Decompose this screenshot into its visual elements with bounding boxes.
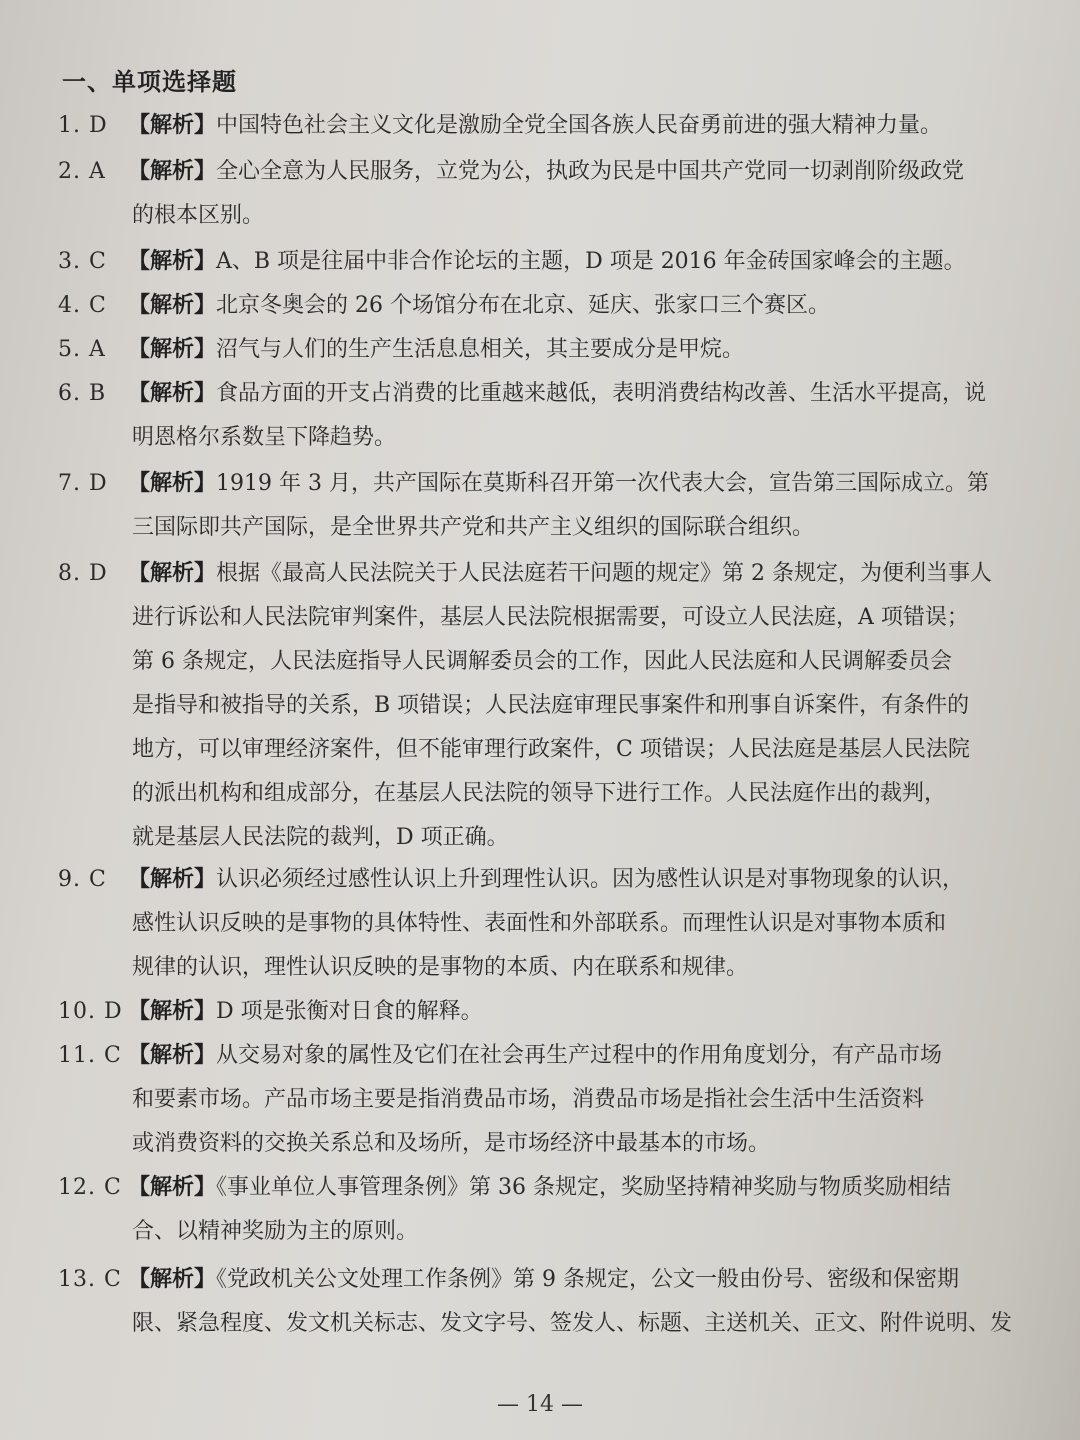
answer-text: 是指导和被指导的关系，B 项错误；人民法庭审理民事案件和刑事自诉案件，有条件的 xyxy=(132,693,970,718)
answer-first-line xyxy=(58,462,1048,506)
answer-number: 2. A xyxy=(58,159,106,184)
analysis-tag: 【解析】 xyxy=(128,249,217,274)
answer-item xyxy=(58,990,1048,1034)
answer-first-line xyxy=(58,104,1048,148)
answer-text: 《事业单位人事管理条例》第 36 条规定，奖励坚持精神奖励与物质奖励相结 xyxy=(216,1175,951,1200)
answer-continuation-line xyxy=(58,772,1048,816)
answer-first-line xyxy=(58,552,1048,596)
answer-number: 1. D xyxy=(58,113,108,138)
analysis-tag: 【解析】 xyxy=(128,561,217,586)
analysis-tag: 【解析】 xyxy=(128,1043,217,1068)
answer-number: 9. C xyxy=(58,867,107,892)
answer-item xyxy=(58,104,1048,148)
answer-first-line xyxy=(58,150,1048,194)
answer-first-line xyxy=(58,990,1048,1034)
answer-text: 地方，可以审理经济案件，但不能审理行政案件，C 项错误；人民法庭是基层人民法院 xyxy=(132,737,970,762)
answer-text: 根据《最高人民法院关于人民法庭若干问题的规定》第 2 条规定，为便利当事人 xyxy=(216,561,993,586)
answer-text: 限、紧急程度、发文机关标志、发文字号、签发人、标题、主送机关、正文、附件说明、发 xyxy=(132,1311,1013,1336)
answer-item xyxy=(58,462,1048,550)
answer-continuation-line xyxy=(58,1302,1048,1346)
answer-number: 10. D xyxy=(58,999,123,1024)
answer-text: 1919 年 3 月，共产国际在莫斯科召开第一次代表大会，宣告第三国际成立。第 xyxy=(216,471,989,496)
answer-continuation-line xyxy=(58,946,1048,990)
answer-text: A、B 项是往届中非合作论坛的主题，D 项是 2016 年金砖国家峰会的主题。 xyxy=(216,249,966,274)
answer-text: 或消费资料的交换关系总和及场所，是市场经济中最基本的市场。 xyxy=(132,1131,771,1156)
page-number: — 14 — xyxy=(497,1392,583,1417)
analysis-tag: 【解析】 xyxy=(128,293,217,318)
answer-first-line xyxy=(58,1034,1048,1078)
answer-text: 中国特色社会主义文化是激励全党全国各族人民奋勇前进的强大精神力量。 xyxy=(216,113,943,138)
answer-text: 从交易对象的属性及它们在社会再生产过程中的作用角度划分，有产品市场 xyxy=(216,1043,943,1068)
answer-continuation-line xyxy=(58,596,1048,640)
answer-text: 明恩格尔系数呈下降趋势。 xyxy=(132,425,397,450)
answer-item xyxy=(58,552,1048,860)
answer-continuation-line xyxy=(58,1078,1048,1122)
answer-number: 4. C xyxy=(58,293,107,318)
analysis-tag: 【解析】 xyxy=(128,471,217,496)
analysis-tag: 【解析】 xyxy=(128,381,217,406)
answer-first-line xyxy=(58,284,1048,328)
answer-first-line xyxy=(58,240,1048,284)
answer-text: 食品方面的开支占消费的比重越来越低，表明消费结构改善、生活水平提高，说 xyxy=(216,381,987,406)
answer-text: 感性认识反映的是事物的具体特性、表面性和外部联系。而理性认识是对事物本质和 xyxy=(132,911,947,936)
answer-continuation-line xyxy=(58,816,1048,860)
answer-continuation-line xyxy=(58,506,1048,550)
answer-continuation-line xyxy=(58,1122,1048,1166)
answer-text: 合、以精神奖励为主的原则。 xyxy=(132,1219,419,1244)
answer-text: 就是基层人民法院的裁判，D 项正确。 xyxy=(132,825,509,850)
answer-continuation-line xyxy=(58,1210,1048,1254)
analysis-tag: 【解析】 xyxy=(128,867,217,892)
answer-number: 8. D xyxy=(58,561,108,586)
answer-text: 第 6 条规定，人民法庭指导人民调解委员会的工作，因此人民法庭和人民调解委员会 xyxy=(132,649,952,674)
analysis-tag: 【解析】 xyxy=(128,113,217,138)
answer-text: 《党政机关公文处理工作条例》第 9 条规定，公文一般由份号、密级和保密期 xyxy=(216,1267,960,1292)
answer-item xyxy=(58,1258,1048,1346)
answer-item xyxy=(58,1034,1048,1166)
answer-first-line xyxy=(58,858,1048,902)
answer-continuation-line xyxy=(58,416,1048,460)
answer-item xyxy=(58,150,1048,238)
answer-item xyxy=(58,328,1048,372)
answer-item xyxy=(58,858,1048,990)
section-title: 一、单项选择题 xyxy=(62,68,237,96)
answer-number: 7. D xyxy=(58,471,108,496)
analysis-tag: 【解析】 xyxy=(128,1267,217,1292)
answer-text: 的派出机构和组成部分，在基层人民法院的领导下进行工作。人民法庭作出的裁判， xyxy=(132,781,947,806)
answer-number: 12. C xyxy=(58,1175,122,1200)
analysis-tag: 【解析】 xyxy=(128,999,217,1024)
answer-first-line xyxy=(58,328,1048,372)
answer-continuation-line xyxy=(58,640,1048,684)
analysis-tag: 【解析】 xyxy=(128,337,217,362)
answer-item xyxy=(58,284,1048,328)
answer-item xyxy=(58,372,1048,460)
answer-number: 6. B xyxy=(58,381,107,406)
answer-text: 进行诉讼和人民法院审判案件，基层人民法院根据需要，可设立人民法庭，A 项错误； xyxy=(132,605,969,630)
answer-text: 全心全意为人民服务，立党为公，执政为民是中国共产党同一切剥削阶级政党 xyxy=(216,159,965,184)
answer-first-line xyxy=(58,372,1048,416)
answer-first-line xyxy=(58,1166,1048,1210)
answer-text: 沼气与人们的生产生活息息相关，其主要成分是甲烷。 xyxy=(216,337,745,362)
answer-continuation-line xyxy=(58,194,1048,238)
answer-item xyxy=(58,1166,1048,1254)
answer-text: 北京冬奥会的 26 个场馆分布在北京、延庆、张家口三个赛区。 xyxy=(216,293,830,318)
answer-text: D 项是张衡对日食的解释。 xyxy=(216,999,483,1024)
answer-number: 11. C xyxy=(58,1043,122,1068)
analysis-tag: 【解析】 xyxy=(128,159,217,184)
answer-text: 三国际即共产国际，是全世界共产党和共产主义组织的国际联合组织。 xyxy=(132,515,815,540)
answer-text: 认识必须经过感性认识上升到理性认识。因为感性认识是对事物现象的认识， xyxy=(216,867,965,892)
answer-continuation-line xyxy=(58,728,1048,772)
answer-text: 和要素市场。产品市场主要是指消费品市场，消费品市场是指社会生活中生活资料 xyxy=(132,1087,925,1112)
answer-first-line xyxy=(58,1258,1048,1302)
answer-text: 的根本区别。 xyxy=(132,203,265,228)
answer-continuation-line xyxy=(58,684,1048,728)
answer-continuation-line xyxy=(58,902,1048,946)
analysis-tag: 【解析】 xyxy=(128,1175,217,1200)
answer-number: 3. C xyxy=(58,249,107,274)
answer-text: 规律的认识，理性认识反映的是事物的本质、内在联系和规律。 xyxy=(132,955,749,980)
answer-number: 13. C xyxy=(58,1267,122,1292)
answer-item xyxy=(58,240,1048,284)
answer-number: 5. A xyxy=(58,337,106,362)
